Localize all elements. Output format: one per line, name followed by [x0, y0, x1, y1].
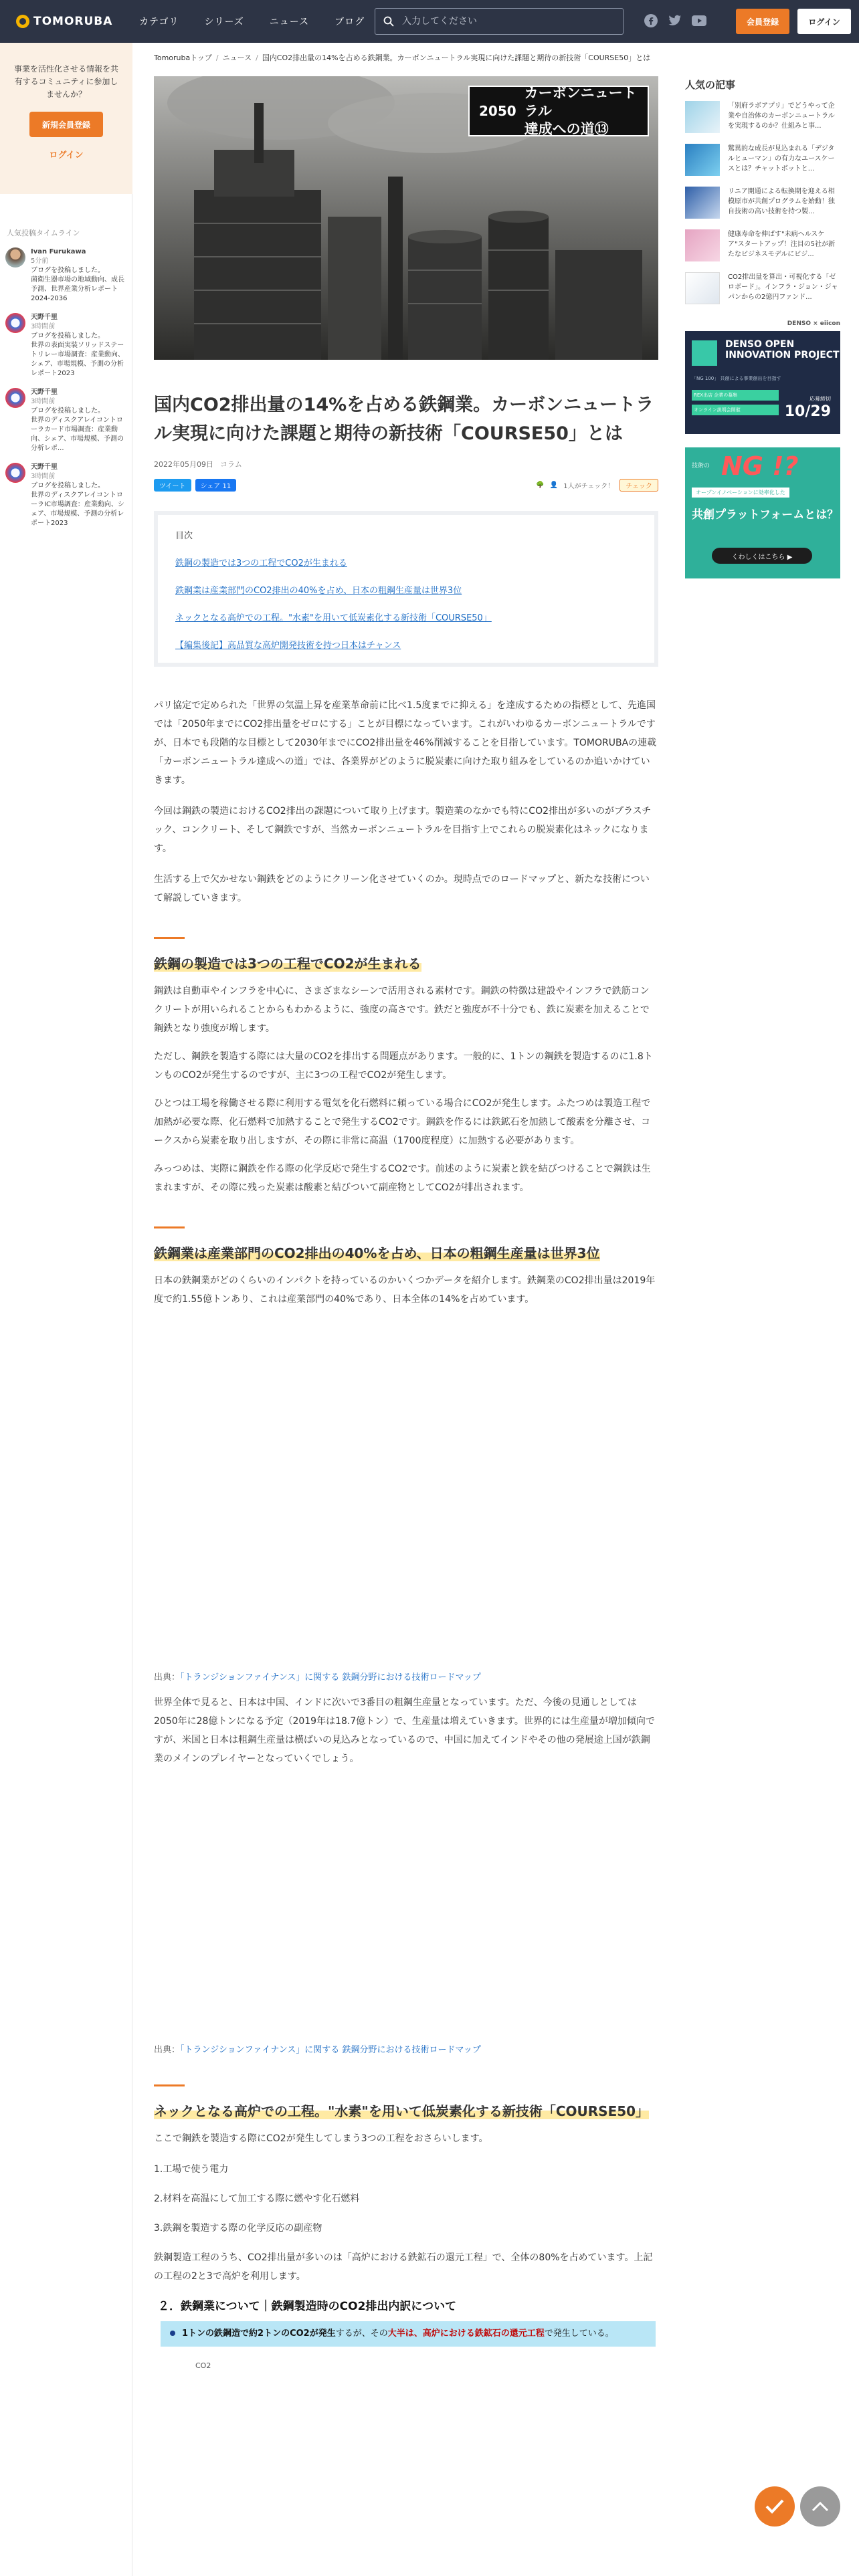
timeline-time: 3時間前 [31, 398, 56, 405]
check-icon [765, 2498, 785, 2514]
chevron-up-icon [812, 2501, 829, 2512]
avatar[interactable] [5, 388, 25, 408]
section-heading-2 [154, 1226, 658, 1263]
timeline-item[interactable] [0, 238, 132, 304]
source-prefix: 出典： [154, 2045, 181, 2055]
series-title-line1: カーボンニュートラル [524, 84, 637, 119]
nav-category[interactable]: カテゴリ [139, 17, 179, 27]
section-heading-3 [154, 2084, 658, 2121]
figure-placeholder [154, 1768, 658, 2042]
ad-tag: オープンイノベーションに効率化した [692, 488, 789, 498]
twitter-icon[interactable] [668, 13, 682, 28]
right-sidebar [685, 43, 840, 578]
popular-article-title[interactable]: リニア開通による転換期を迎える相模原市が共創プログラムを始動！独自技術の高い技術を持つ製... [728, 188, 835, 215]
timeline-text[interactable]: 世界の表面実装ソリッドステートリレー市場調査：産業動向、シェア、市場規模、予測の分析レポート2023 [31, 342, 124, 377]
ad-main-text: 共創プラットフォームとは？ [692, 508, 839, 522]
ad-date-label: 応募締切 [809, 396, 831, 402]
figure-cut-label: CO2 [195, 2361, 211, 2370]
ad-title: DENSO OPEN INNOVATION PROJECT [725, 339, 840, 360]
timeline-text[interactable]: 菌衛生器市場の地域動向、成長予測、世界産業分析レポート 2024-2036 [31, 276, 124, 302]
timeline-user-name[interactable]: 天野千里 [31, 463, 58, 471]
popular-article-title[interactable]: 「別府ラボアプリ」でどうやって企業や自治体のカーボンニュートラルを実現するのか？仕組みと事... [728, 102, 835, 130]
list-item: 3.鉄鋼を製造する際の化学反応の副産物 [154, 2223, 322, 2234]
facebook-share-button[interactable]: シェア 11 [195, 479, 237, 492]
user-icon: 👤 [549, 481, 559, 489]
intro-paragraph: 生活する上で欠かせない鋼鉄をどのようにクリーン化させていくのか。現時点でのロードマップと、新たな技術について解説していきます。 [154, 874, 650, 903]
toc-link[interactable]: ネックとなる高炉での工程。"水素"を用いて低炭素化する新技術「COURSE50」 [175, 613, 492, 623]
login-button[interactable]: ログイン [797, 9, 851, 34]
avatar[interactable] [5, 247, 25, 267]
section-heading-1 [154, 937, 658, 974]
share-row [154, 479, 658, 491]
callout-highlight: 大半は、高炉における鉄鉱石の還元工程 [387, 2329, 545, 2339]
timeline-text[interactable]: 世界のディスクアレイコントローラカード市場調査：産業動向、シェア、市場規模、予測の分析レポ... [31, 417, 124, 452]
popular-article-title[interactable]: CO2排出量を算出・可視化する「ゼロボード」。インフラ・ジョン・ジャパンからの2億円ファンド... [728, 274, 838, 301]
popular-article[interactable] [685, 187, 840, 220]
series-year: 2050 [479, 103, 516, 119]
toc-link[interactable]: 鉄鋼業は産業部門のCO2排出の40%を占め、日本の粗鋼生産量は世界3位 [175, 586, 462, 596]
toc-link[interactable]: 鉄鋼の製造では3つの工程でCO2が生まれる [175, 558, 347, 568]
hero-image [154, 76, 658, 360]
article-title: 国内CO2排出量の14%を占める鉄鋼業。カーボンニュートラル実現に向けた課題と期待の新技術「COURSE50」とは [154, 395, 654, 444]
figure-source [154, 2042, 658, 2055]
breadcrumb-current: 国内CO2排出量の14%を占める鉄鋼業。カーボンニュートラル実現に向けた課題と期待の新技術「COURSE50」とは [262, 53, 651, 62]
popular-article[interactable] [685, 229, 840, 263]
popular-article[interactable] [685, 101, 840, 134]
ad-bar: オンライン説明会開催 [692, 405, 779, 415]
popular-article-title[interactable]: 健康寿命を伸ばす"未病ヘルスケア"スタートアップ！注目の5社が新たなビジネスモデルにビジ... [728, 231, 835, 258]
denso-ad-banner[interactable] [685, 331, 840, 434]
ad-ng-text: NG !? [721, 451, 799, 481]
denso-logo-icon [692, 340, 717, 366]
article-category[interactable]: コラム [220, 460, 242, 469]
series-badge [468, 86, 649, 136]
social-links [644, 13, 706, 28]
timeline-time: 3時間前 [31, 323, 56, 330]
avatar[interactable] [5, 463, 25, 483]
section-title: 鉄鋼の製造では3つの工程でCO2が生まれる [154, 956, 421, 972]
promo-text: 事業を活性化させる情報を共有するコミュニティに参加しませんか？ [13, 64, 118, 99]
tree-icon: 🌳 [536, 481, 545, 489]
nav-series[interactable]: シリーズ [204, 17, 244, 27]
article-meta [154, 459, 658, 469]
logo-text: TOMORUBA [33, 15, 113, 28]
timeline-user-name[interactable]: 天野千里 [31, 314, 58, 321]
check-count: 1人がチェック！ [563, 482, 615, 490]
timeline-time: 5分前 [31, 257, 49, 265]
source-link[interactable]: 「トランジションファイナンス」に関する 鉄鋼分野における技術ロードマップ [180, 2045, 481, 2055]
figure-callout [161, 2321, 656, 2347]
avatar[interactable] [5, 313, 25, 333]
series-title-line2: 達成への道⑬ [524, 120, 609, 137]
breadcrumb-separator: / [215, 53, 219, 62]
timeline-item[interactable] [0, 304, 132, 379]
timeline-time: 3時間前 [31, 473, 56, 480]
article-main [154, 43, 658, 2370]
article-thumbnail[interactable] [685, 101, 720, 133]
check-button[interactable]: チェック [619, 479, 658, 492]
left-sidebar [0, 43, 132, 2576]
timeline-action: ブログを投稿しました。 [31, 482, 104, 490]
nav-news[interactable]: ニュース [269, 17, 310, 27]
breadcrumb-home[interactable]: Tomorubaトップ [154, 53, 212, 62]
timeline-action: ブログを投稿しました。 [31, 332, 104, 340]
body-paragraph: 鉄鋼製造工程のうち、CO2排出量が多いのは「高炉における鉄鉱石の還元工程」で、全体の80%を占めています。上記の工程の2と3で高炉を利用します。 [154, 2252, 653, 2282]
heading-accent-bar [154, 937, 185, 939]
heading-accent-bar [154, 2084, 185, 2086]
timeline-item[interactable] [0, 379, 132, 453]
breadcrumb-news[interactable]: ニュース [222, 53, 252, 62]
list-item: 1.工場で使う電力 [154, 2164, 229, 2175]
search-input[interactable] [402, 16, 603, 27]
ad-bar: REX出店 企業の募集 [692, 390, 779, 401]
body-paragraph: みっつめは、実際に鋼鉄を作る際の化学反応で発生するCO2です。前述のように炭素と鉄を結びつけることで鋼鉄は生まれますが、その際に残った炭素は酸素と結びついて副産物としてCO2が排出されます。 [154, 1164, 651, 1193]
logo-mark-icon [16, 15, 29, 28]
section-title: ネックとなる高炉での工程。"水素"を用いて低炭素化する新技術「COURSE50」 [154, 2103, 650, 2119]
article-thumbnail[interactable] [685, 229, 720, 261]
body-paragraph: 鋼鉄は自動車やインフラを中心に、さまざまなシーンで活用される素材です。鋼鉄の特徴は建設やインフラで鉄筋コンクリートが用いられることからもわかるように、強度の高さです。鉄だと強度が不十分でも、鉄に炭素を加えることで鋼鉄となり強度が増します。 [154, 986, 650, 1034]
popular-title: 人気の記事 [685, 79, 736, 91]
toc-link[interactable]: 【編集後記】高品質な高炉開発技術を持つ日本はチャンス [175, 641, 401, 651]
site-header [0, 0, 859, 43]
heading-accent-bar [154, 1226, 185, 1228]
article-thumbnail[interactable] [685, 187, 720, 219]
body-paragraph: ひとつは工場を稼働させる際に利用する電気を化石燃料に頼っている場合にCO2が発生します。ふたつめは製造工程で加熱が必要な際、化石燃料で加熱することで発生するCO2です。鋼鉄を作るには鉄鉱石を加熱して酸素を分離させ、コークスから炭素を取り出しますが、その際に非常に高温（1700度程度）に加熱する必要があります。 [154, 1098, 651, 1146]
timeline-user-name[interactable]: 天野千里 [31, 389, 58, 396]
callout-text: で発生している。 [544, 2329, 614, 2339]
figure-placeholder [154, 1309, 658, 1670]
body-paragraph: 日本の鉄鋼業がどのくらいのインパクトを持っているのかいくつかデータを紹介します。鉄鋼業のCO2排出量は2019年度で約1.55億トンあり、これは産業部門の40%であり、日本全体の14%を占めています。 [154, 1275, 656, 1305]
article-thumbnail[interactable] [685, 144, 720, 176]
figure-source [154, 1670, 658, 1683]
search-icon[interactable] [375, 9, 402, 34]
tweet-button[interactable]: ツイート [154, 479, 191, 492]
main-nav [139, 15, 365, 28]
promo-login-link[interactable]: ログイン [49, 150, 84, 160]
intro-paragraph: 今回は鋼鉄の製造におけるCO2排出の課題について取り上げます。製造業のなかでも特にCO2排出が多いのがプラスチック、コンクリート、そして鋼鉄ですが、当然カーボンニュートラルを目指す上でこれらの脱炭素化はネックになります。 [154, 806, 652, 854]
ad-subtitle: 「NG 100」 共創による事業創出を目指す [692, 376, 781, 381]
register-button[interactable]: 会員登録 [736, 9, 789, 34]
body-paragraph: ただし、鋼鉄を製造する際には大量のCO2を排出する問題点があります。一般的に、1トンの鋼鉄を製造するのに1.8トンものCO2が発生するのですが、主に3つの工程でCO2が発生します。 [154, 1051, 653, 1081]
signup-promo [0, 43, 132, 194]
timeline-action: ブログを投稿しました。 [31, 267, 104, 274]
popular-article[interactable] [685, 144, 840, 177]
source-link[interactable]: 「トランジションファイナンス」に関する 鉄鋼分野における技術ロードマップ [180, 1673, 481, 1683]
popular-article-title[interactable]: 驚異的な成長が見込まれる「デジタルヒューマン」の有力なユースケースとは？チャットボットと... [728, 145, 835, 173]
figure-title: ２．鉄鋼業について｜鉄鋼製造時のCO2排出内訳について [158, 2300, 457, 2313]
intro-paragraph: パリ協定で定められた「世界の気温上昇を産業革命前に比べ1.5度までに抑える」を達成するための指標として、先進国では「2050年までにCO2排出量をゼロにする」ことが目標になっています。これがいわゆるカーボンニュートラルですが、日本でも段階的な目標として2030年までにCO2排出量を46%削減することを目指しています。TOMORUBAの連載「カーボンニュートラル達成への道」では、各業界がどのように脱炭素に向けた取り組みをしているのか追いかけていきます。 [154, 700, 657, 786]
ad-cta-button[interactable]: くわしくはこちら ▶ [712, 548, 812, 564]
floating-check-button[interactable] [755, 2486, 795, 2527]
youtube-icon[interactable] [692, 13, 706, 28]
table-of-contents [154, 511, 658, 667]
article-thumbnail[interactable] [685, 272, 720, 304]
scroll-to-top-button[interactable] [800, 2486, 840, 2527]
site-logo[interactable] [16, 13, 112, 29]
search-box [375, 8, 624, 35]
source-prefix: 出典： [154, 1673, 181, 1683]
ad-sponsor-label: DENSO × eiicon [787, 320, 840, 327]
body-paragraph: ここで鋼鉄を製造する際にCO2が発生してしまう3つの工程をおさらいします。 [154, 2133, 488, 2144]
nav-blog[interactable]: ブログ [335, 17, 365, 27]
popular-article[interactable] [685, 272, 840, 306]
timeline-item[interactable] [0, 453, 132, 528]
timeline-text[interactable]: 世界のディスクアレイコントローラIC市場調査：産業動向、シェア、市場規模、予測の分析レポート2023 [31, 492, 124, 527]
article-date: 2022年05月09日 [154, 460, 213, 469]
timeline-user-name[interactable]: Ivan Furukawa [31, 248, 86, 255]
body-paragraph: 世界全体で見ると、日本は中国、インドに次いで3番目の粗鋼生産量となっています。ただ、今後の見通しとしては2050年に28億トンになる予定（2019年は18.7億トン）で、生産量は増えていきます。世界的には生産量が増加傾向ですが、米国と日本は粗鋼生産量は横ばいの見込みとなっているので、中国に加えてインドやその他の発展途上国が鉄鋼業のメインのプレイヤーとなっていくでしょう。 [154, 1697, 655, 1764]
promo-signup-button[interactable]: 新規会員登録 [29, 112, 103, 137]
callout-text: するが、その [335, 2329, 388, 2339]
timeline-title: 人気投稿タイムライン [7, 229, 80, 237]
breadcrumb [154, 52, 658, 67]
platform-ad-banner[interactable] [685, 447, 840, 578]
toc-title: 目次 [175, 531, 193, 541]
section-title: 鉄鋼業は産業部門のCO2排出の40%を占め、日本の粗鋼生産量は世界3位 [154, 1245, 600, 1261]
facebook-icon[interactable] [644, 13, 658, 28]
timeline-action: ブログを投稿しました。 [31, 407, 104, 415]
ad-date: 10/29 [784, 403, 831, 420]
breadcrumb-separator: / [256, 53, 258, 62]
ad-small-text: 技術の [692, 463, 710, 469]
list-item: 2.材料を高温にして加工する際に燃やす化石燃料 [154, 2193, 360, 2204]
callout-strong: 1トンの鉄鋼造で約2トンのCO2が発生 [182, 2329, 336, 2339]
